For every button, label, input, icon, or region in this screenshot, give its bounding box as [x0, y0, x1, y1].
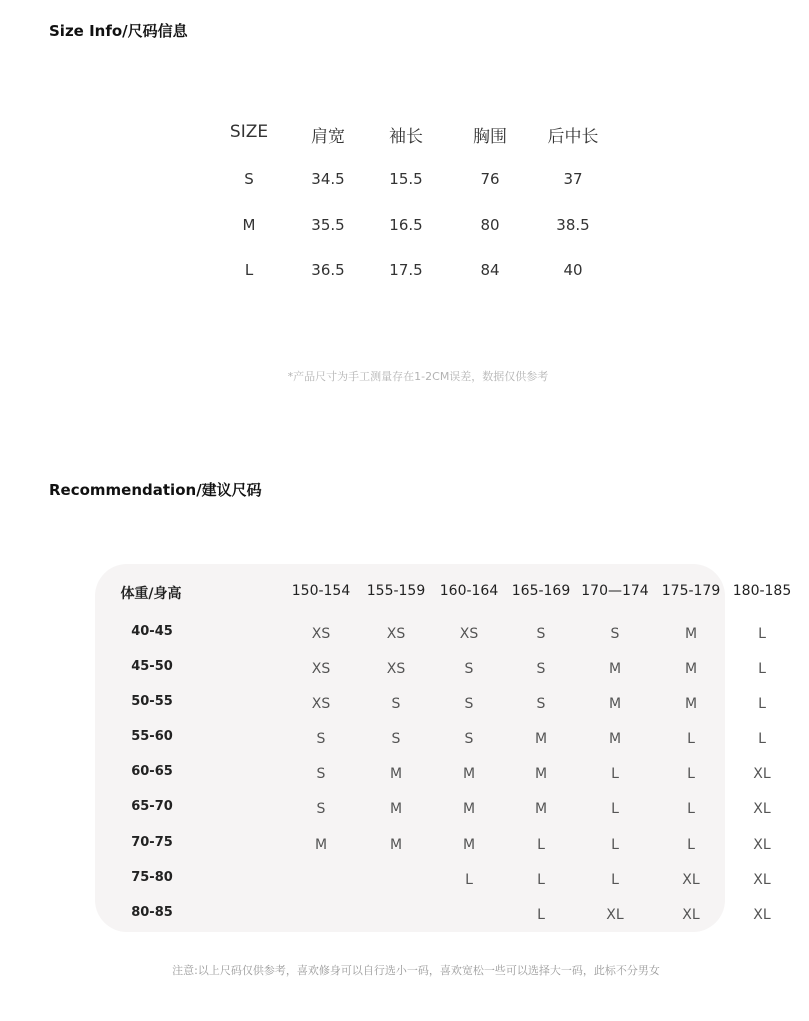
height-range-header: 170—174 [581, 583, 649, 599]
recommended-size-cell: S [536, 696, 546, 712]
height-range-header: 175-179 [661, 583, 721, 599]
size-info-table [0, 0, 809, 300]
size-label-cell: L [244, 261, 254, 279]
height-range-header: 155-159 [366, 583, 426, 599]
recommended-size-cell: S [536, 661, 546, 677]
recommended-size-cell: L [687, 731, 695, 747]
recommended-size-cell: XS [311, 661, 331, 677]
height-range-header: 160-164 [439, 583, 499, 599]
size-value-cell: 15.5 [389, 170, 423, 188]
size-value-cell: 84 [480, 261, 500, 279]
size-label-cell: S [244, 170, 254, 188]
recommended-size-cell: L [537, 907, 545, 923]
recommended-size-cell: M [462, 801, 476, 817]
height-range-header: 150-154 [291, 583, 351, 599]
recommended-size-cell: XS [459, 626, 479, 642]
size-header-cell: 后中长 [547, 127, 599, 147]
size-header-cell: 胸围 [473, 127, 507, 147]
recommended-size-cell: M [314, 837, 328, 853]
recommended-size-cell: L [611, 872, 619, 888]
size-value-cell: 16.5 [389, 216, 423, 234]
recommended-size-cell: XL [753, 872, 771, 888]
recommended-size-cell: L [611, 801, 619, 817]
weight-range-label: 75-80 [131, 870, 173, 885]
weight-range-label: 55-60 [131, 729, 173, 744]
size-header-cell: SIZE [229, 122, 269, 142]
recommended-size-cell: S [391, 696, 401, 712]
recommended-size-cell: XL [682, 872, 700, 888]
size-value-cell: 36.5 [311, 261, 345, 279]
recommended-size-cell: L [687, 766, 695, 782]
recommended-size-cell: S [316, 766, 326, 782]
recommended-size-cell: S [391, 731, 401, 747]
recommended-size-cell: XL [753, 766, 771, 782]
recommended-size-cell: M [462, 766, 476, 782]
size-value-cell: 38.5 [556, 216, 590, 234]
weight-range-label: 45-50 [131, 659, 173, 674]
recommended-size-cell: M [534, 731, 548, 747]
recommended-size-cell: S [316, 731, 326, 747]
recommended-size-cell: S [316, 801, 326, 817]
recommendation-table [95, 564, 792, 932]
size-value-cell: 35.5 [311, 216, 345, 234]
recommended-size-cell: L [465, 872, 473, 888]
recommended-size-cell: XL [606, 907, 624, 923]
recommended-size-cell: L [758, 661, 766, 677]
corner-label: 体重/身高 [120, 586, 182, 602]
recommended-size-cell: XS [386, 626, 406, 642]
recommended-size-cell: L [687, 837, 695, 853]
recommended-size-cell: XL [753, 801, 771, 817]
size-value-cell: 80 [480, 216, 500, 234]
recommended-size-cell: M [534, 766, 548, 782]
weight-range-label: 60-65 [131, 764, 173, 779]
height-range-header: 180-185 [732, 583, 792, 599]
recommended-size-cell: L [758, 626, 766, 642]
recommended-size-cell: S [464, 696, 474, 712]
recommended-size-cell: M [389, 837, 403, 853]
recommended-size-cell: L [758, 696, 766, 712]
recommended-size-cell: XS [311, 626, 331, 642]
size-value-cell: 40 [563, 261, 583, 279]
size-info-title: Size Info/尺码信息 [49, 22, 188, 40]
size-header-cell: 肩宽 [311, 127, 345, 147]
recommended-size-cell: XL [682, 907, 700, 923]
recommended-size-cell: XS [386, 661, 406, 677]
weight-range-label: 40-45 [131, 624, 173, 639]
recommendation-note: 注意:以上尺码仅供参考，喜欢修身可以自行选小一码，喜欢宽松一些可以选择大一码，此标不分男女 [172, 964, 660, 977]
recommended-size-cell: M [389, 801, 403, 817]
recommended-size-cell: M [608, 696, 622, 712]
weight-range-label: 80-85 [131, 905, 173, 920]
recommended-size-cell: M [534, 801, 548, 817]
size-measurement-note: *产品尺寸为手工测量存在1-2CM误差，数据仅供参考 [287, 370, 549, 383]
recommended-size-cell: L [537, 837, 545, 853]
weight-range-label: 70-75 [131, 835, 173, 850]
recommendation-title: Recommendation/建议尺码 [49, 481, 262, 499]
recommended-size-cell: L [611, 766, 619, 782]
recommended-size-cell: M [684, 661, 698, 677]
recommended-size-cell: XL [753, 907, 771, 923]
size-value-cell: 76 [480, 170, 500, 188]
recommended-size-cell: L [687, 801, 695, 817]
size-label-cell: M [242, 216, 256, 234]
size-value-cell: 34.5 [311, 170, 345, 188]
recommended-size-cell: S [464, 731, 474, 747]
recommended-size-cell: M [389, 766, 403, 782]
recommended-size-cell: M [684, 626, 698, 642]
recommended-size-cell: XS [311, 696, 331, 712]
recommended-size-cell: M [684, 696, 698, 712]
recommended-size-cell: L [537, 872, 545, 888]
weight-range-label: 65-70 [131, 799, 173, 814]
recommended-size-cell: L [758, 731, 766, 747]
height-range-header: 165-169 [511, 583, 571, 599]
recommended-size-cell: L [611, 837, 619, 853]
recommended-size-cell: M [608, 661, 622, 677]
weight-range-label: 50-55 [131, 694, 173, 709]
size-header-cell: 袖长 [389, 127, 423, 147]
recommended-size-cell: S [536, 626, 546, 642]
recommended-size-cell: S [464, 661, 474, 677]
recommended-size-cell: M [462, 837, 476, 853]
size-value-cell: 17.5 [389, 261, 423, 279]
recommended-size-cell: S [610, 626, 620, 642]
size-value-cell: 37 [563, 170, 583, 188]
recommended-size-cell: M [608, 731, 622, 747]
recommended-size-cell: XL [753, 837, 771, 853]
